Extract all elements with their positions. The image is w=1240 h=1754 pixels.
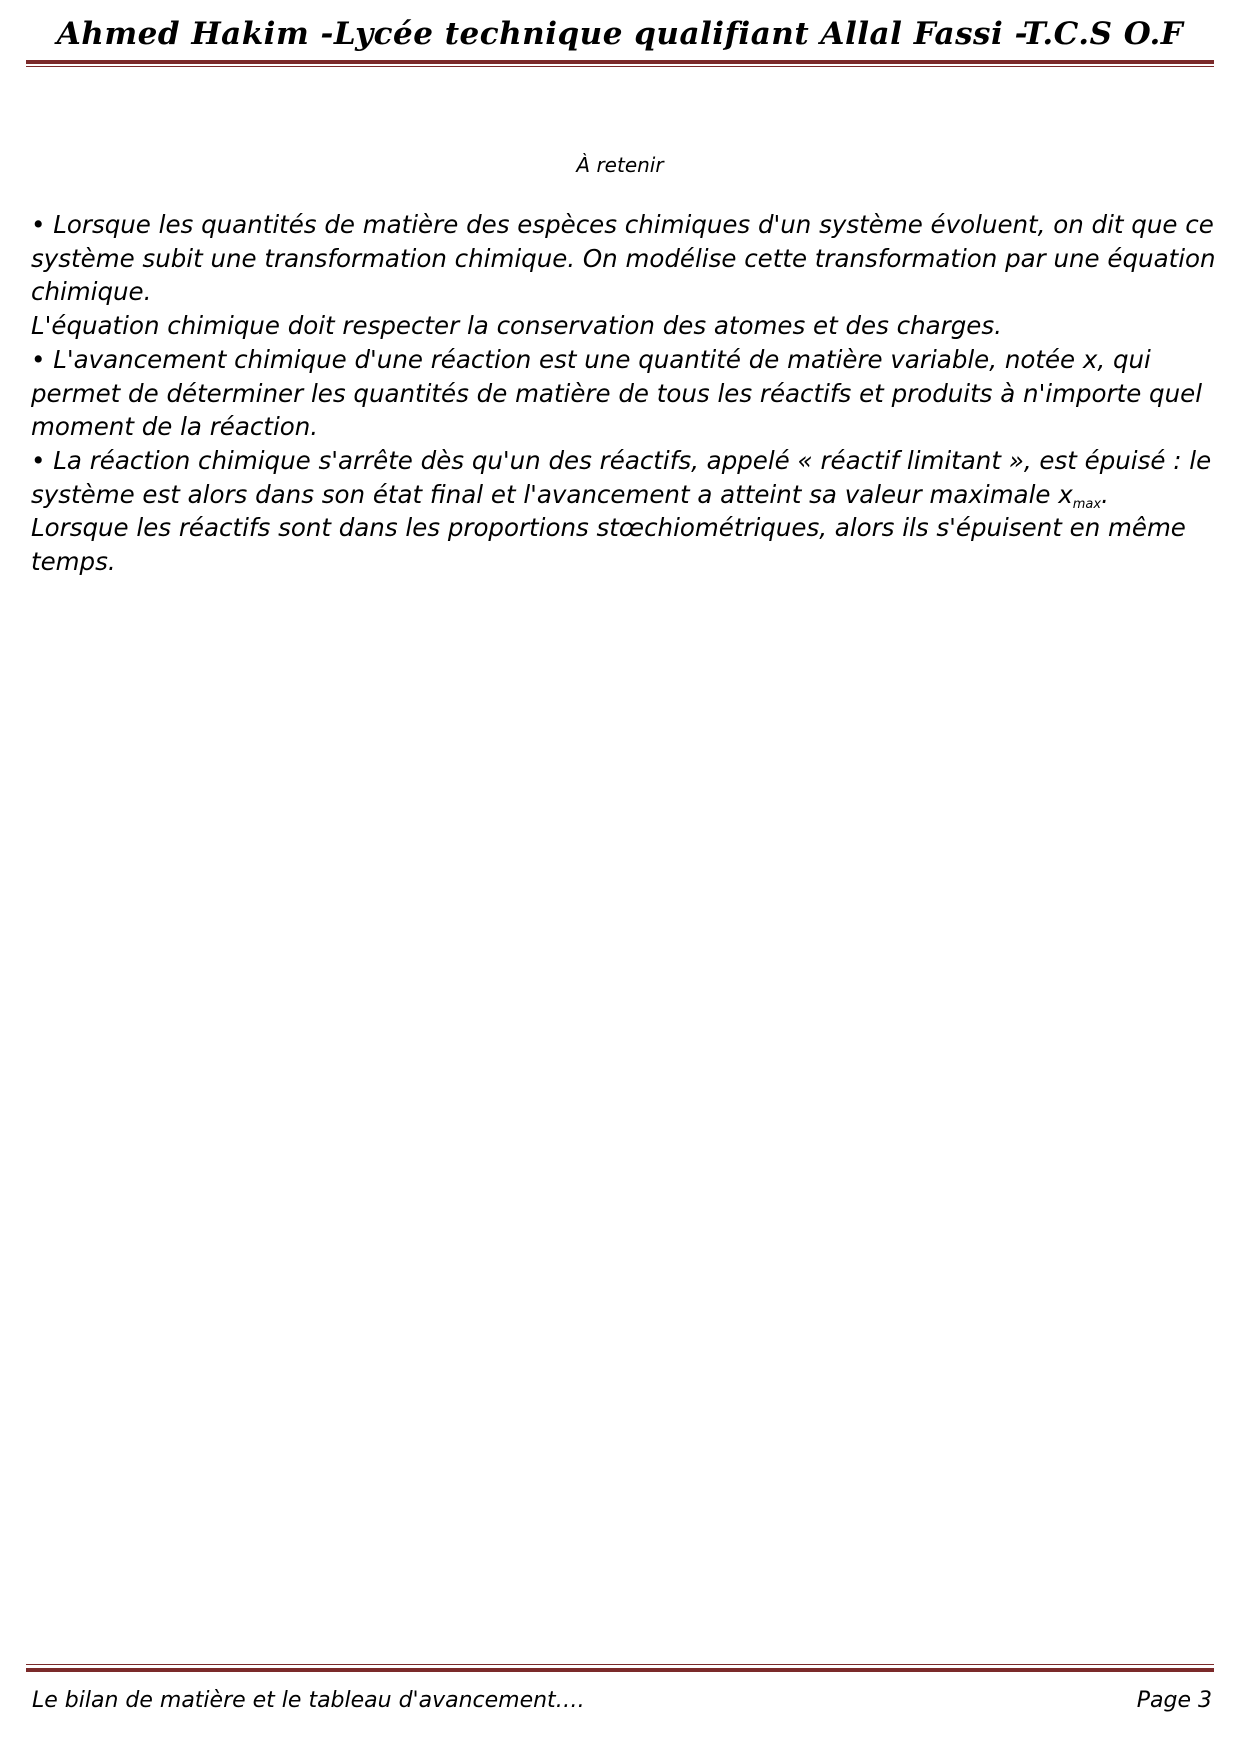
footer-chapter-title: Le bilan de matière et le tableau d'avancement…. [32, 1688, 585, 1713]
reactif-limitant-text: • La réaction chimique s'arrête dès qu'un des réactifs, appelé « réactif limitant », est épuisé : le système est alors dans son état final et l'avancement a atteint sa valeur maximale x [31, 445, 1212, 509]
paragraph-stoechiometrie: Lorsque les réactifs sont dans les proportions stœchiométriques, alors ils s'épuisent en même temps. [31, 513, 1186, 577]
footer-rule-thin [26, 1664, 1214, 1665]
header-rule-thick [26, 60, 1214, 64]
reactif-limitant-end: . [1101, 479, 1109, 509]
header-rule-thin [26, 66, 1214, 67]
header-title: Ahmed Hakim -Lycée technique qualifiant Allal Fassi -T.C.S O.F [56, 16, 1184, 52]
paragraph-transformation: • Lorsque les quantités de matière des espèces chimiques d'un système évoluent, on dit que ce système subit une transformation chimique. On modélise cette transformation par une équation chimique. [31, 210, 1216, 307]
page-footer [26, 1664, 1214, 1724]
page-header [26, 14, 1214, 70]
paragraph-conservation: L'équation chimique doit respecter la conservation des atomes et des charges. [31, 311, 1002, 341]
page-number: Page 3 [1136, 1688, 1212, 1713]
footer-rule-thick [26, 1668, 1214, 1672]
paragraph-reactif-limitant [31, 444, 1217, 511]
paragraph-avancement: • L'avancement chimique d'une réaction est une quantité de matière variable, notée x, qui permet de déterminer les quantités de matière de tous les réactifs et produits à n'importe quel moment de la réaction. [31, 344, 1203, 442]
section-title: À retenir [576, 153, 664, 177]
xmax-subscript: max [1072, 496, 1102, 512]
summary-content [31, 208, 1217, 579]
